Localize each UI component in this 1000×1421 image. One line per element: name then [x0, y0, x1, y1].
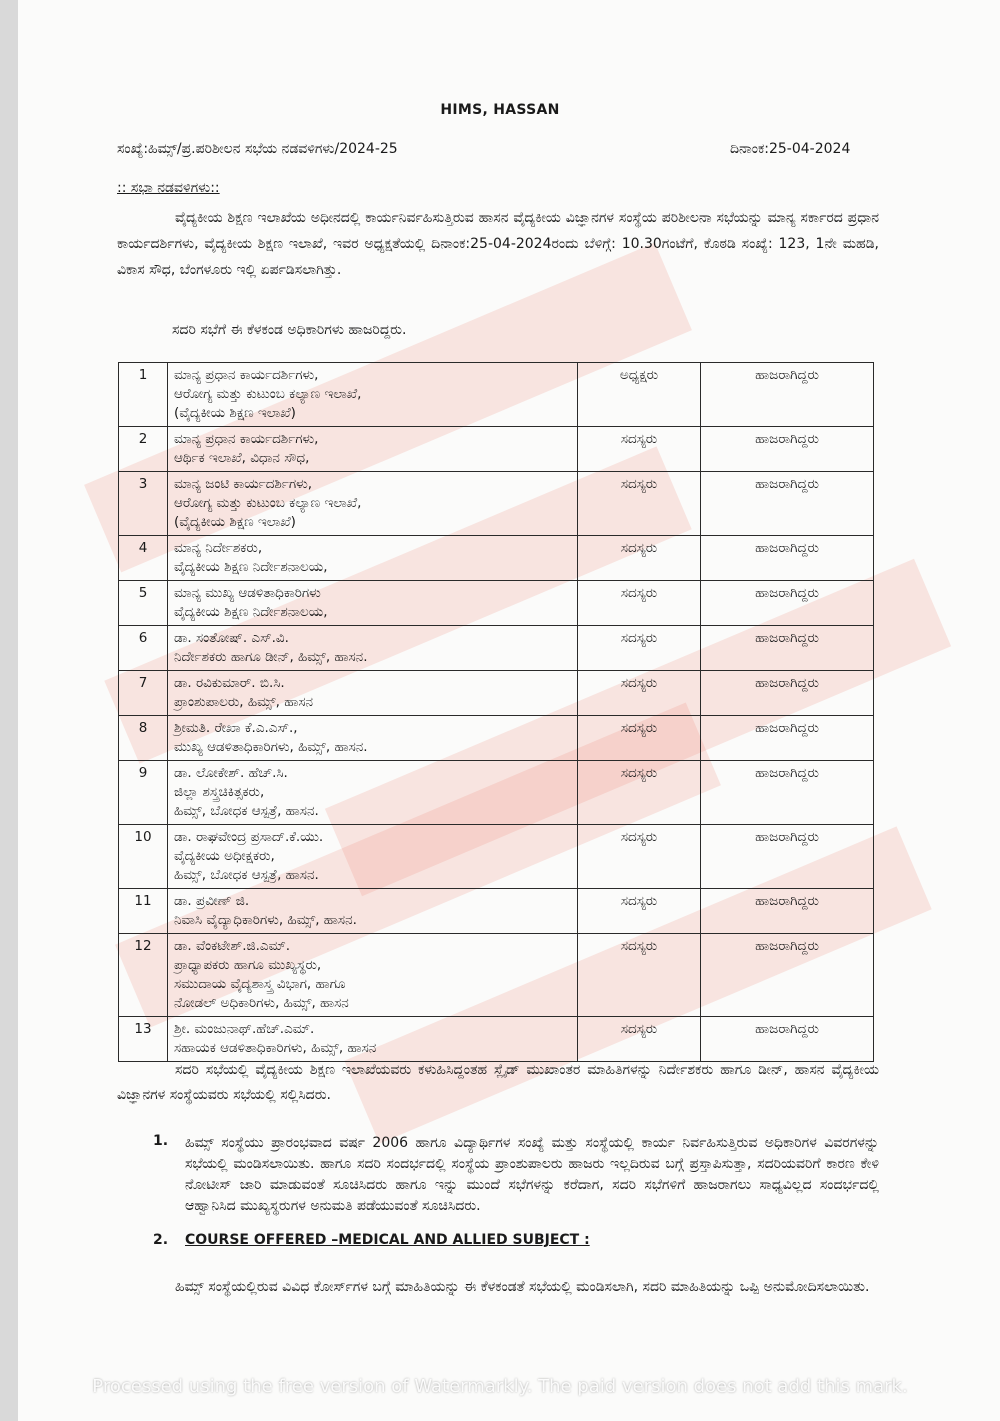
member-serial: 9: [119, 761, 168, 825]
member-designation-line: ಆರೋಗ್ಯ ಮತ್ತು ಕುಟುಂಬ ಕಲ್ಯಾಣ ಇಲಾಖೆ,: [174, 495, 362, 511]
member-designation-line: ಡಾ. ಲೋಕೇಶ್. ಹೆಚ್.ಸಿ.: [174, 765, 288, 781]
member-designation-line: ಮಾನ್ಯ ಜಂಟಿ ಕಾರ್ಯದರ್ಶಿಗಳು,: [174, 476, 313, 492]
member-role: ಸದಸ್ಯರು: [578, 761, 701, 825]
member-serial: 2: [119, 427, 168, 472]
member-designation-line: (ವೈದ್ಯಕೀಯ ಶಿಕ್ಷಣ ಇಲಾಖೆ): [174, 514, 296, 530]
member-designation-line: ಮಾನ್ಯ ನಿರ್ದೇಶಕರು,: [174, 540, 263, 556]
member-designation-line: ಮಾನ್ಯ ಮುಖ್ಯ ಆಡಳಿತಾಧಿಕಾರಿಗಳು: [174, 585, 321, 601]
member-designation-line: ನಿವಾಸಿ ವೈದ್ಯಾಧಿಕಾರಿಗಳು, ಹಿಮ್ಸ್, ಹಾಸನ.: [174, 912, 357, 928]
table-row: [119, 363, 874, 427]
member-designation: [168, 581, 578, 626]
member-designation-line: ಡಾ. ರವಿಕುಮಾರ್. ಬಿ.ಸಿ.: [174, 675, 285, 691]
member-designation-line: ಸಮುದಾಯ ವೈದ್ಯಶಾಸ್ತ್ರ ವಿಭಾಗ, ಹಾಗೂ: [174, 976, 346, 992]
member-serial: 4: [119, 536, 168, 581]
table-row: [119, 472, 874, 536]
member-serial: 12: [119, 934, 168, 1017]
member-role: ಸದಸ್ಯರು: [578, 716, 701, 761]
member-attendance: ಹಾಜರಾಗಿದ್ದರು: [701, 934, 874, 1017]
member-designation-line: ಆರ್ಥಿಕ ಇಲಾಖೆ, ವಿಧಾನ ಸೌಧ,: [174, 450, 310, 466]
member-designation: [168, 363, 578, 427]
members-table: [118, 362, 874, 1062]
watermark-footer: Processed using the free version of Watermarkly. The paid version does not add this mark.: [92, 1376, 908, 1397]
member-designation-line: ವೈದ್ಯಕೀಯ ಅಧೀಕ್ಷಕರು,: [174, 848, 275, 864]
member-designation-line: ಪ್ರಾಂಶುಪಾಲರು, ಹಿಮ್ಸ್, ಹಾಸನ: [174, 694, 314, 710]
member-serial: 7: [119, 671, 168, 716]
member-designation: [168, 671, 578, 716]
member-designation-line: ಡಾ. ಸಂತೋಷ್. ಎಸ್.ವಿ.: [174, 630, 289, 646]
member-attendance: ಹಾಜರಾಗಿದ್ದರು: [701, 363, 874, 427]
member-designation-line: ಡಾ. ವೆಂಕಟೇಶ್.ಜಿ.ಎಮ್.: [174, 938, 291, 954]
member-serial: 6: [119, 626, 168, 671]
member-designation: [168, 761, 578, 825]
member-designation: [168, 934, 578, 1017]
member-designation: [168, 889, 578, 934]
member-attendance: ಹಾಜರಾಗಿದ್ದರು: [701, 472, 874, 536]
member-serial: 3: [119, 472, 168, 536]
member-designation: [168, 716, 578, 761]
member-serial: 13: [119, 1017, 168, 1062]
member-serial: 1: [119, 363, 168, 427]
member-designation-line: ಡಾ. ಪ್ರವೀಣ್ ಜಿ.: [174, 893, 250, 909]
member-designation-line: ನಿರ್ದೇಶಕರು ಹಾಗೂ ಡೀನ್, ಹಿಮ್ಸ್, ಹಾಸನ.: [174, 649, 368, 665]
attendance-line: ಸದರಿ ಸಭೆಗೆ ಈ ಕೆಳಕಂಡ ಅಧಿಕಾರಿಗಳು ಹಾಜರಿದ್ದರು.: [172, 322, 407, 338]
member-designation-line: ಶ್ರೀ. ಮಂಜುನಾಥ್.ಹೆಚ್.ಎಮ್.: [174, 1021, 315, 1037]
member-attendance: ಹಾಜರಾಗಿದ್ದರು: [701, 536, 874, 581]
member-designation-line: ಹಿಮ್ಸ್, ಬೋಧಕ ಆಸ್ಪತ್ರೆ, ಹಾಸನ.: [174, 803, 319, 819]
item-2-number: 2.: [153, 1232, 169, 1248]
member-serial: 5: [119, 581, 168, 626]
minutes-heading: :: ಸಭಾ ನಡವಳಿಗಳು::: [117, 180, 220, 196]
member-serial: 8: [119, 716, 168, 761]
presentation-paragraph: ಸದರಿ ಸಭೆಯಲ್ಲಿ ವೈದ್ಯಕೀಯ ಶಿಕ್ಷಣ ಇಲಾಖೆಯವರು ಕಳುಹಿಸಿದ್ದಂತಹ ಸ್ಲೈಡ್ ಮುಖಾಂತರ ಮಾಹಿತಿಗಳನ್ನು ನಿರ್ದೇಶಕರು ಹಾಗೂ ಡೀನ್, ಹಾಸನ ವೈದ್ಯಕೀಯ ವಿಜ್ಞಾನಗಳ ಸಂಸ್ಥೆಯವರು ಸಭೆಯಲ್ಲಿ ಸಲ್ಲಿಸಿದರು.: [117, 1062, 879, 1103]
member-designation: [168, 472, 578, 536]
table-row: [119, 536, 874, 581]
member-role: ಸದಸ್ಯರು: [578, 626, 701, 671]
member-designation-line: ಮಾನ್ಯ ಪ್ರಧಾನ ಕಾರ್ಯದರ್ಶಿಗಳು,: [174, 367, 319, 383]
table-row: [119, 626, 874, 671]
member-role: ಸದಸ್ಯರು: [578, 889, 701, 934]
document-date: ದಿನಾಂಕ:25-04-2024: [730, 141, 851, 157]
table-row: [119, 1017, 874, 1062]
member-attendance: ಹಾಜರಾಗಿದ್ದರು: [701, 761, 874, 825]
member-designation-line: ಶ್ರೀಮತಿ. ರೇಖಾ ಕೆ.ಎ.ಎಸ್.,: [174, 720, 298, 736]
member-attendance: ಹಾಜರಾಗಿದ್ದರು: [701, 626, 874, 671]
item-2-heading: COURSE OFFERED –MEDICAL AND ALLIED SUBJECT :: [185, 1232, 590, 1248]
member-attendance: ಹಾಜರಾಗಿದ್ದರು: [701, 825, 874, 889]
intro-paragraph: ವೈದ್ಯಕೀಯ ಶಿಕ್ಷಣ ಇಲಾಖೆಯ ಅಧೀನದಲ್ಲಿ ಕಾರ್ಯನಿರ್ವಹಿಸುತ್ತಿರುವ ಹಾಸನ ವೈದ್ಯಕೀಯ ವಿಜ್ಞಾನಗಳ ಸಂಸ್ಥೆಯ ಪರಿಶೀಲನಾ ಸಭೆಯನ್ನು ಮಾನ್ಯ ಸರ್ಕಾರದ ಪ್ರಧಾನ ಕಾರ್ಯದರ್ಶಿಗಳು, ವೈದ್ಯಕೀಯ ಶಿಕ್ಷಣ ಇಲಾಖೆ, ಇವರ ಅಧ್ಯಕ್ಷತೆಯಲ್ಲಿ ದಿನಾಂಕ:25-04-2024ರಂದು ಬೆಳಿಗ್ಗೆ: 10.30ಗಂಟೆಗೆ, ಕೊಠಡಿ ಸಂಖ್ಯೆ: 123, 1ನೇ ಮಹಡಿ, ವಿಕಾಸ ಸೌಧ, ಬೆಂಗಳೂರು ಇಲ್ಲಿ ಏರ್ಪಡಿಸಲಾಗಿತ್ತು.: [117, 210, 879, 278]
table-row: [119, 427, 874, 472]
courses-paragraph: ಹಿಮ್ಸ್ ಸಂಸ್ಥೆಯಲ್ಲಿರುವ ವಿವಿಧ ಕೋರ್ಸ್‌ಗಳ ಬಗ್ಗೆ ಮಾಹಿತಿಯನ್ನು ಈ ಕೆಳಕಂಡತೆ ಸಭೆಯಲ್ಲಿ ಮಂಡಿಸಲಾಗಿ, ಸದರಿ ಮಾಹಿತಿಯನ್ನು ಒಪ್ಪಿ ಅನುಮೋದಿಸಲಾಯಿತು.: [175, 1279, 870, 1295]
table-row: [119, 889, 874, 934]
member-role: ಸದಸ್ಯರು: [578, 825, 701, 889]
member-designation: [168, 1017, 578, 1062]
document-title: HIMS, HASSAN: [440, 102, 560, 118]
member-designation: [168, 536, 578, 581]
table-row: [119, 671, 874, 716]
member-role: ಸದಸ್ಯರು: [578, 472, 701, 536]
table-row: [119, 716, 874, 761]
member-attendance: ಹಾಜರಾಗಿದ್ದರು: [701, 671, 874, 716]
member-designation-line: ನೋಡಲ್ ಅಧಿಕಾರಿಗಳು, ಹಿಮ್ಸ್, ಹಾಸನ: [174, 995, 349, 1011]
member-attendance: ಹಾಜರಾಗಿದ್ದರು: [701, 581, 874, 626]
member-serial: 11: [119, 889, 168, 934]
table-row: [119, 825, 874, 889]
member-role: ಸದಸ್ಯರು: [578, 427, 701, 472]
member-designation: [168, 427, 578, 472]
member-designation-line: ಮಾನ್ಯ ಪ್ರಧಾನ ಕಾರ್ಯದರ್ಶಿಗಳು,: [174, 431, 319, 447]
item-1-number: 1.: [153, 1133, 169, 1149]
item-1-text: ಹಿಮ್ಸ್ ಸಂಸ್ಥೆಯು ಪ್ರಾರಂಭವಾದ ವರ್ಷ 2006 ಹಾಗೂ ವಿದ್ಯಾರ್ಥಿಗಳ ಸಂಖ್ಯೆ ಮತ್ತು ಸಂಸ್ಥೆಯಲ್ಲಿ ಕಾರ್ಯ ನಿರ್ವಹಿಸುತ್ತಿರುವ ಅಧಿಕಾರಿಗಳ ವಿವರಗಳನ್ನು ಸಭೆಯಲ್ಲಿ ಮಂಡಿಸಲಾಯಿತು. ಹಾಗೂ ಸದರಿ ಸಂದರ್ಭದಲ್ಲಿ ಸಂಸ್ಥೆಯ ಪ್ರಾಂಶುಪಾಲರು ಹಾಜರು ಇಲ್ಲದಿರುವ ಬಗ್ಗೆ ಪ್ರಸ್ತಾಪಿಸುತ್ತಾ, ಸದರಿಯವರಿಗೆ ಕಾರಣ ಕೇಳಿ ನೋಟೀಸ್ ಜಾರಿ ಮಾಡುವಂತೆ ಸೂಚಿಸಿದರು ಹಾಗೂ ಇನ್ನು ಮುಂದೆ ಸಭೆಗಳನ್ನು ಕರೆದಾಗ, ಸದರಿ ಸಭೆಗಳಿಗೆ ಹಾಜರಾಗಲು ಸಾಧ್ಯವಿಲ್ಲದ ಸಂದರ್ಭದಲ್ಲಿ ಆಹ್ವಾನಿಸಿದ ಮುಖ್ಯಸ್ಥರುಗಳ ಅನುಮತಿ ಪಡೆಯುವಂತೆ ಸೂಚಿಸಿದರು.: [185, 1135, 879, 1214]
member-designation-line: ಹಿಮ್ಸ್, ಬೋಧಕ ಆಸ್ಪತ್ರೆ, ಹಾಸನ.: [174, 867, 319, 883]
table-row: [119, 581, 874, 626]
member-designation-line: ಸಹಾಯಕ ಆಡಳಿತಾಧಿಕಾರಿಗಳು, ಹಿಮ್ಸ್, ಹಾಸನ: [174, 1040, 377, 1056]
member-role: ಅಧ್ಯಕ್ಷರು: [578, 363, 701, 427]
member-attendance: ಹಾಜರಾಗಿದ್ದರು: [701, 427, 874, 472]
member-designation-line: ವೈದ್ಯಕೀಯ ಶಿಕ್ಷಣ ನಿರ್ದೇಶನಾಲಯ,: [174, 559, 328, 575]
member-designation-line: ಪ್ರಾಧ್ಯಾಪಕರು ಹಾಗೂ ಮುಖ್ಯಸ್ಥರು,: [174, 957, 322, 973]
member-designation-line: ಜಿಲ್ಲಾ ಶಸ್ತ್ರಚಿಕಿತ್ಸಕರು,: [174, 784, 265, 800]
member-attendance: ಹಾಜರಾಗಿದ್ದರು: [701, 889, 874, 934]
member-role: ಸದಸ್ಯರು: [578, 536, 701, 581]
member-designation-line: ಡಾ. ರಾಘವೇಂದ್ರ ಪ್ರಸಾದ್.ಕೆ.ಯು.: [174, 829, 324, 845]
member-role: ಸದಸ್ಯರು: [578, 581, 701, 626]
table-row: [119, 934, 874, 1017]
member-role: ಸದಸ್ಯರು: [578, 934, 701, 1017]
member-role: ಸದಸ್ಯರು: [578, 671, 701, 716]
member-designation-line: (ವೈದ್ಯಕೀಯ ಶಿಕ್ಷಣ ಇಲಾಖೆ): [174, 405, 296, 421]
member-serial: 10: [119, 825, 168, 889]
member-designation-line: ವೈದ್ಯಕೀಯ ಶಿಕ್ಷಣ ನಿರ್ದೇಶನಾಲಯ,: [174, 604, 328, 620]
member-designation: [168, 626, 578, 671]
member-attendance: ಹಾಜರಾಗಿದ್ದರು: [701, 716, 874, 761]
table-row: [119, 761, 874, 825]
member-designation-line: ಆರೋಗ್ಯ ಮತ್ತು ಕುಟುಂಬ ಕಲ್ಯಾಣ ಇಲಾಖೆ,: [174, 386, 362, 402]
member-designation-line: ಮುಖ್ಯ ಆಡಳಿತಾಧಿಕಾರಿಗಳು, ಹಿಮ್ಸ್, ಹಾಸನ.: [174, 739, 368, 755]
member-role: ಸದಸ್ಯರು: [578, 1017, 701, 1062]
member-designation: [168, 825, 578, 889]
reference-number: ಸಂಖ್ಯೆ:ಹಿಮ್ಸ್/ಪ್ರ.ಪರಿಶೀಲನ ಸಭೆಯ ನಡವಳಿಗಳು/2024-25: [117, 141, 398, 157]
member-attendance: ಹಾಜರಾಗಿದ್ದರು: [701, 1017, 874, 1062]
